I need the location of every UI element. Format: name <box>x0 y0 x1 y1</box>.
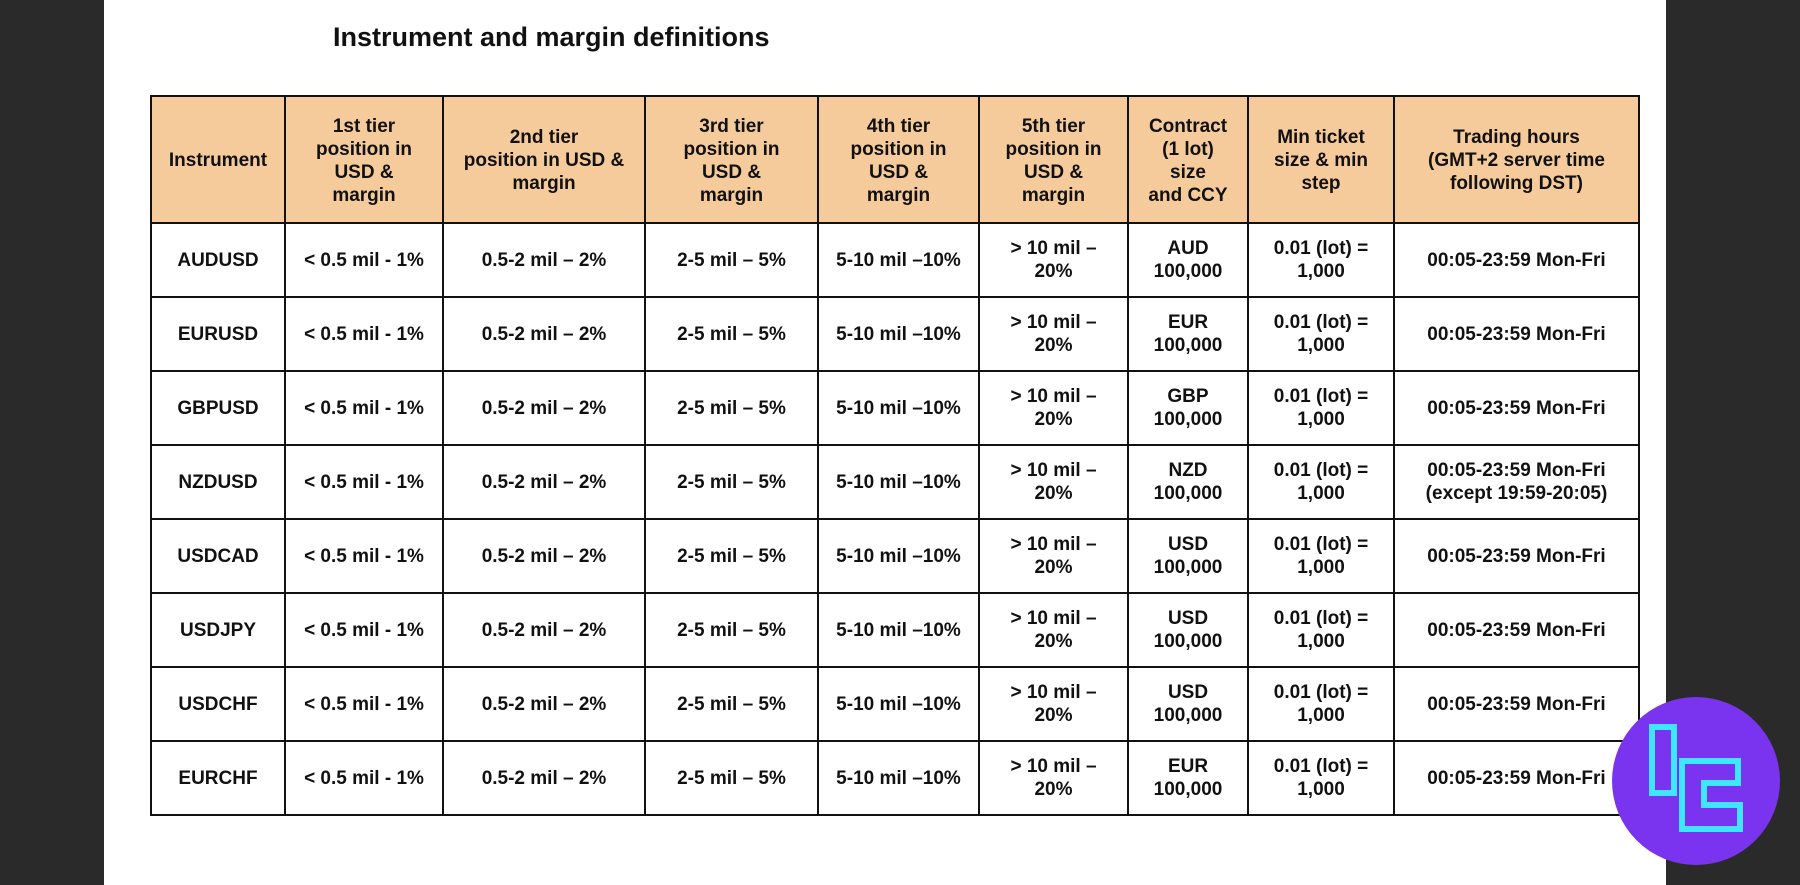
table-row <box>151 223 1639 297</box>
cell-tier-5 <box>979 371 1128 445</box>
cell-text-line: 100,000 <box>1153 483 1223 504</box>
cell-text-line: 0.01 (lot) = <box>1273 608 1369 629</box>
cell-tier-4 <box>818 223 979 297</box>
cell-trading-hours <box>1394 519 1639 593</box>
cell-trading-hours <box>1394 445 1639 519</box>
cell-text-line: 5-10 mil –10% <box>836 693 961 715</box>
cell-text-line: 0.01 (lot) = <box>1273 756 1369 777</box>
cell-min-ticket <box>1248 371 1394 445</box>
cell-tier-1 <box>285 667 443 741</box>
cell-tier-5 <box>979 519 1128 593</box>
table-row <box>151 445 1639 519</box>
cell-tier-2 <box>443 667 645 741</box>
cell-tier-4 <box>818 297 979 371</box>
cell-text-line: margin <box>512 173 576 194</box>
cell-text-line: 5-10 mil –10% <box>836 619 961 641</box>
table-row <box>151 371 1639 445</box>
cell-text-line: 5-10 mil –10% <box>836 767 961 789</box>
table-row <box>151 741 1639 815</box>
cell-min-ticket <box>1248 445 1394 519</box>
cell-text-line: margin <box>1021 184 1086 206</box>
cell-text-line: step <box>1301 173 1341 194</box>
cell-tier-5 <box>979 445 1128 519</box>
cell-text-line: 1,000 <box>1297 705 1345 726</box>
cell-text-line: > 10 mil – <box>1010 682 1097 703</box>
cell-text-line: USD <box>1167 534 1209 555</box>
cell-min-ticket <box>1248 519 1394 593</box>
cell-tier-3 <box>645 223 818 297</box>
cell-text-line: USDCHF <box>178 693 258 715</box>
cell-contract-size <box>1128 519 1248 593</box>
cell-instrument <box>151 667 285 741</box>
cell-text-line: 100,000 <box>1153 779 1223 800</box>
cell-text-line: margin <box>332 184 396 206</box>
cell-text-line: > 10 mil – <box>1010 386 1097 407</box>
cell-text-line: size <box>1170 161 1206 183</box>
cell-tier-4 <box>818 371 979 445</box>
cell-text-line: 20% <box>1034 335 1073 356</box>
cell-text-line: > 10 mil – <box>1010 312 1097 333</box>
cell-text-line: 20% <box>1034 631 1073 652</box>
cell-text-line: 2-5 mil – 5% <box>677 397 786 419</box>
cell-text-line: 00:05-23:59 Mon-Fri <box>1427 545 1606 567</box>
cell-text-line: GBP <box>1167 386 1209 407</box>
cell-text-line: 0.5-2 mil – 2% <box>481 693 607 715</box>
cell-tier-2 <box>443 371 645 445</box>
cell-text-line: 2-5 mil – 5% <box>677 545 786 567</box>
cell-contract-size <box>1128 445 1248 519</box>
cell-text-line: USD & <box>868 161 929 183</box>
cell-text-line: EUR <box>1167 756 1209 777</box>
cell-text-line: margin <box>699 184 764 206</box>
cell-text-line: < 0.5 mil - 1% <box>304 323 424 345</box>
cell-text-line: following DST) <box>1450 173 1583 194</box>
cell-text-line: USD <box>1167 682 1209 703</box>
cell-tier-2 <box>443 519 645 593</box>
cell-instrument <box>151 741 285 815</box>
cell-tier-1 <box>285 519 443 593</box>
cell-tier-5 <box>979 297 1128 371</box>
cell-text-line: 2-5 mil – 5% <box>677 767 786 789</box>
cell-text-line: 100,000 <box>1153 631 1223 652</box>
cell-tier-4 <box>818 667 979 741</box>
cell-instrument <box>151 593 285 667</box>
cell-text-line: 20% <box>1034 557 1073 578</box>
table-row <box>151 667 1639 741</box>
cell-text-line: Min ticket <box>1277 127 1365 148</box>
cell-contract-size <box>1128 741 1248 815</box>
cell-text-line: NZDUSD <box>178 471 258 493</box>
cell-text-line: > 10 mil – <box>1010 238 1097 259</box>
cell-text-line: GBPUSD <box>177 397 259 419</box>
cell-tier-3 <box>645 741 818 815</box>
table-header-row <box>151 96 1639 223</box>
cell-text-line: 1st tier <box>332 115 396 137</box>
cell-text-line: 00:05-23:59 Mon-Fri <box>1427 460 1606 481</box>
cell-text-line: (GMT+2 server time <box>1428 150 1605 171</box>
cell-contract-size <box>1128 223 1248 297</box>
cell-tier-1 <box>285 741 443 815</box>
cell-tier-1 <box>285 445 443 519</box>
cell-text-line: 100,000 <box>1153 557 1223 578</box>
cell-text-line: Instrument <box>168 150 268 171</box>
cell-text-line: 20% <box>1034 779 1073 800</box>
cell-text-line: < 0.5 mil - 1% <box>304 249 424 271</box>
cell-text-line: 0.01 (lot) = <box>1273 534 1369 555</box>
cell-contract-size <box>1128 371 1248 445</box>
cell-text-line: USDJPY <box>179 619 257 641</box>
cell-text-line: position in <box>315 138 413 160</box>
cell-text-line: 0.5-2 mil – 2% <box>481 397 607 419</box>
cell-text-line: 5-10 mil –10% <box>836 397 961 419</box>
cell-text-line: < 0.5 mil - 1% <box>304 471 424 493</box>
table-row <box>151 593 1639 667</box>
cell-text-line: 2-5 mil – 5% <box>677 249 786 271</box>
cell-text-line: 2-5 mil – 5% <box>677 619 786 641</box>
cell-trading-hours <box>1394 667 1639 741</box>
cell-text-line: > 10 mil – <box>1010 756 1097 777</box>
column-header-trading-hours <box>1394 96 1639 223</box>
column-header-tier-4 <box>818 96 979 223</box>
cell-min-ticket <box>1248 741 1394 815</box>
cell-min-ticket <box>1248 667 1394 741</box>
cell-text-line: Trading hours <box>1453 127 1580 148</box>
cell-min-ticket <box>1248 223 1394 297</box>
cell-instrument <box>151 223 285 297</box>
cell-tier-5 <box>979 593 1128 667</box>
cell-text-line: 1,000 <box>1297 261 1345 282</box>
column-header-tier-5 <box>979 96 1128 223</box>
cell-text-line: < 0.5 mil - 1% <box>304 619 424 641</box>
cell-min-ticket <box>1248 593 1394 667</box>
table-row <box>151 297 1639 371</box>
cell-tier-1 <box>285 593 443 667</box>
cell-tier-3 <box>645 297 818 371</box>
cell-text-line: 0.5-2 mil – 2% <box>481 323 607 345</box>
cell-text-line: < 0.5 mil - 1% <box>304 693 424 715</box>
brand-logo-icon <box>1612 697 1780 865</box>
cell-text-line: size & min <box>1274 150 1368 171</box>
cell-instrument <box>151 297 285 371</box>
column-header-min-ticket <box>1248 96 1394 223</box>
margin-table <box>150 95 1640 816</box>
cell-text-line: 20% <box>1034 705 1073 726</box>
cell-text-line: 0.5-2 mil – 2% <box>481 471 607 493</box>
cell-text-line: > 10 mil – <box>1010 460 1097 481</box>
cell-tier-2 <box>443 223 645 297</box>
cell-text-line: 5-10 mil –10% <box>836 545 961 567</box>
cell-text-line: USD & <box>701 161 762 183</box>
cell-text-line: 5-10 mil –10% <box>836 471 961 493</box>
column-header-instrument <box>151 96 285 223</box>
cell-text-line: (except 19:59-20:05) <box>1425 483 1608 504</box>
cell-text-line: and CCY <box>1148 184 1228 206</box>
cell-text-line: 00:05-23:59 Mon-Fri <box>1427 767 1606 789</box>
cell-contract-size <box>1128 297 1248 371</box>
cell-text-line: EURCHF <box>178 767 258 789</box>
cell-text-line: < 0.5 mil - 1% <box>304 397 424 419</box>
column-header-contract-size <box>1128 96 1248 223</box>
cell-text-line: 1,000 <box>1297 557 1345 578</box>
cell-text-line: 100,000 <box>1153 335 1223 356</box>
cell-trading-hours <box>1394 371 1639 445</box>
cell-text-line: 0.01 (lot) = <box>1273 460 1369 481</box>
cell-text-line: 100,000 <box>1153 409 1223 430</box>
cell-text-line: position in USD & <box>463 150 625 171</box>
cell-text-line: AUD <box>1167 238 1209 259</box>
cell-text-line: 00:05-23:59 Mon-Fri <box>1427 249 1606 271</box>
cell-text-line: 20% <box>1034 261 1073 282</box>
cell-tier-1 <box>285 297 443 371</box>
cell-text-line: position in <box>1005 138 1102 160</box>
cell-text-line: 0.5-2 mil – 2% <box>481 249 607 271</box>
cell-text-line: 2-5 mil – 5% <box>677 693 786 715</box>
cell-text-line: 100,000 <box>1153 705 1223 726</box>
cell-text-line: EURUSD <box>177 323 259 345</box>
cell-text-line: 4th tier <box>866 115 931 137</box>
cell-text-line: 0.5-2 mil – 2% <box>481 545 607 567</box>
cell-tier-1 <box>285 371 443 445</box>
cell-text-line: USD <box>1167 608 1209 629</box>
table-row <box>151 519 1639 593</box>
column-header-tier-2 <box>443 96 645 223</box>
cell-tier-4 <box>818 741 979 815</box>
cell-text-line: > 10 mil – <box>1010 608 1097 629</box>
cell-text-line: AUDUSD <box>177 249 259 271</box>
cell-text-line: Contract <box>1148 115 1228 137</box>
cell-tier-5 <box>979 741 1128 815</box>
cell-text-line: 5th tier <box>1021 115 1086 137</box>
cell-min-ticket <box>1248 297 1394 371</box>
cell-tier-5 <box>979 223 1128 297</box>
cell-trading-hours <box>1394 741 1639 815</box>
cell-text-line: 5-10 mil –10% <box>836 249 961 271</box>
cell-trading-hours <box>1394 593 1639 667</box>
cell-text-line: 0.5-2 mil – 2% <box>481 619 607 641</box>
cell-text-line: position in <box>850 138 947 160</box>
cell-text-line: 1,000 <box>1297 409 1345 430</box>
cell-tier-5 <box>979 667 1128 741</box>
cell-text-line: 0.01 (lot) = <box>1273 312 1369 333</box>
page-title: Instrument and margin definitions <box>333 22 770 52</box>
cell-text-line: > 10 mil – <box>1010 534 1097 555</box>
cell-text-line: 00:05-23:59 Mon-Fri <box>1427 323 1606 345</box>
cell-text-line: (1 lot) <box>1162 138 1214 160</box>
cell-text-line: NZD <box>1168 460 1208 481</box>
cell-text-line: 3rd tier <box>699 115 764 137</box>
cell-text-line: USDCAD <box>177 545 259 567</box>
cell-text-line: 5-10 mil –10% <box>836 323 961 345</box>
cell-text-line: position in <box>683 138 780 160</box>
cell-instrument <box>151 519 285 593</box>
cell-text-line: 0.5-2 mil – 2% <box>481 767 607 789</box>
cell-tier-3 <box>645 667 818 741</box>
cell-instrument <box>151 371 285 445</box>
cell-text-line: 00:05-23:59 Mon-Fri <box>1427 693 1606 715</box>
cell-text-line: 100,000 <box>1153 261 1223 282</box>
cell-tier-2 <box>443 741 645 815</box>
cell-instrument <box>151 445 285 519</box>
cell-tier-2 <box>443 297 645 371</box>
cell-tier-4 <box>818 519 979 593</box>
cell-text-line: USD & <box>334 161 394 183</box>
cell-text-line: 2-5 mil – 5% <box>677 471 786 493</box>
cell-text-line: margin <box>866 184 931 206</box>
cell-tier-1 <box>285 223 443 297</box>
cell-text-line: 20% <box>1034 483 1073 504</box>
cell-text-line: 0.01 (lot) = <box>1273 682 1369 703</box>
table-body <box>151 223 1639 815</box>
column-header-tier-3 <box>645 96 818 223</box>
cell-tier-3 <box>645 593 818 667</box>
cell-text-line: 1,000 <box>1297 335 1345 356</box>
cell-text-line: 0.01 (lot) = <box>1273 238 1369 259</box>
cell-text-line: EUR <box>1167 312 1209 333</box>
column-header-tier-1 <box>285 96 443 223</box>
cell-text-line: 1,000 <box>1297 483 1345 504</box>
cell-text-line: 00:05-23:59 Mon-Fri <box>1427 397 1606 419</box>
cell-tier-2 <box>443 593 645 667</box>
cell-text-line: 1,000 <box>1297 631 1345 652</box>
cell-contract-size <box>1128 667 1248 741</box>
cell-tier-3 <box>645 371 818 445</box>
cell-text-line: 2nd tier <box>509 127 579 148</box>
cell-text-line: 20% <box>1034 409 1073 430</box>
cell-contract-size <box>1128 593 1248 667</box>
document-page <box>104 0 1666 885</box>
cell-tier-2 <box>443 445 645 519</box>
cell-text-line: USD & <box>1023 161 1084 183</box>
cell-text-line: < 0.5 mil - 1% <box>304 545 424 567</box>
cell-tier-3 <box>645 519 818 593</box>
cell-tier-3 <box>645 445 818 519</box>
cell-text-line: 0.01 (lot) = <box>1273 386 1369 407</box>
cell-trading-hours <box>1394 223 1639 297</box>
cell-tier-4 <box>818 445 979 519</box>
cell-trading-hours <box>1394 297 1639 371</box>
cell-text-line: < 0.5 mil - 1% <box>304 767 424 789</box>
cell-text-line: 00:05-23:59 Mon-Fri <box>1427 619 1606 641</box>
cell-text-line: 2-5 mil – 5% <box>677 323 786 345</box>
cell-text-line: 1,000 <box>1297 779 1345 800</box>
cell-tier-4 <box>818 593 979 667</box>
